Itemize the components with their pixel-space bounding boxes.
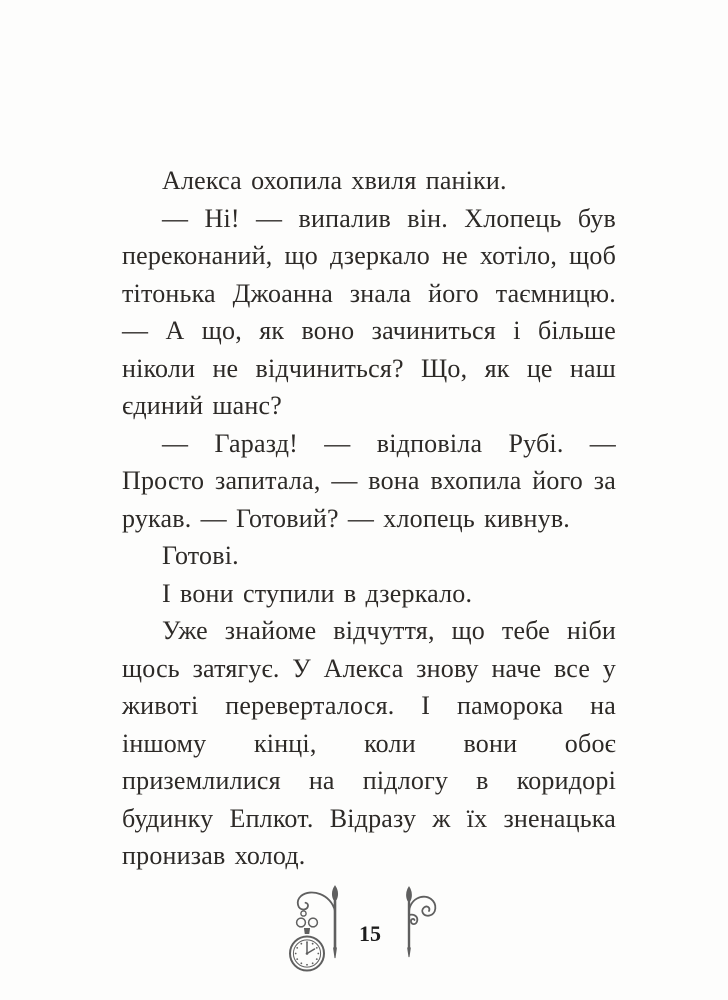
scroll-flourish-icon [401, 885, 441, 965]
paragraph: І вони ступили в дзеркало. [162, 578, 473, 608]
paragraph: Алекса охопила хвиля паніки. [162, 166, 507, 195]
page-footer [0, 884, 728, 980]
paragraph: Уже знайоме відчуття, що тебе ніби щось затягує. У Алекса знову наче все у животі переверталося. І паморока на іншому кінці, коли вони обоє приземлилися на підлогу в коридорі будинку Еплкот. Відразу ж їх зненацька пронизав холод. [122, 616, 616, 870]
page-text [122, 162, 616, 875]
pocket-watch-ornament-icon [287, 884, 343, 980]
paragraph: — Ні! — випалив він. Хлопець був переконаний, що дзеркало не хотіло, щоб тітонька Джоанна знала його таємницю. — А що, як воно зачиниться і більше ніколи не відчиниться? Що, як це наш єдиний шанс? [122, 203, 616, 420]
paragraph: — Гаразд! — відповіла Рубі. — Просто запитала, — вона вхопила його за рукав. — Готовий? — хлопець кивнув. [122, 428, 616, 533]
paragraph: Готові. [162, 541, 239, 570]
page-number: 15 [359, 921, 381, 946]
